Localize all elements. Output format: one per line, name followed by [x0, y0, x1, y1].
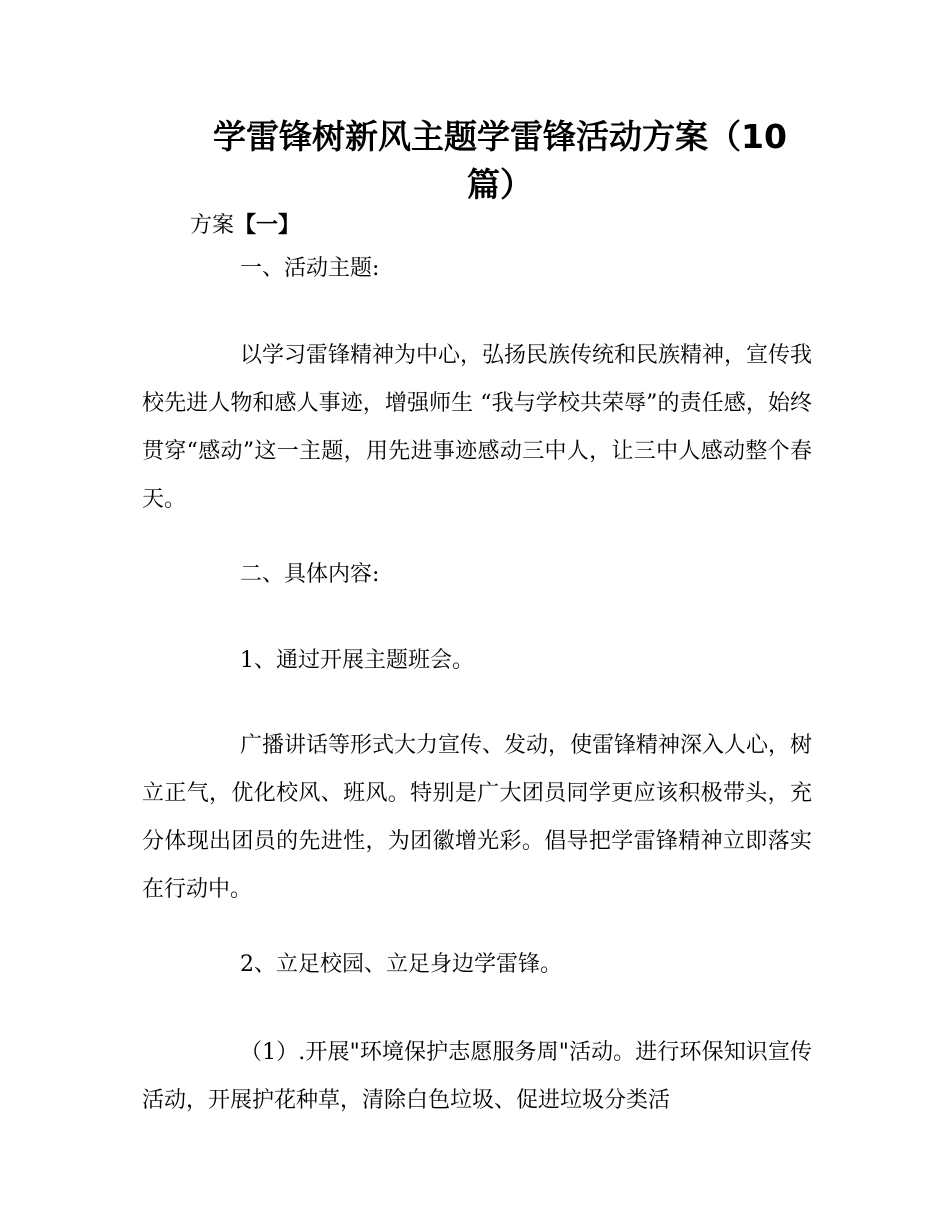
- section-prefix: 方案: [190, 213, 235, 238]
- item-2: 2、立足校园、立足身边学雷锋。: [240, 952, 562, 977]
- item-1: 1、通过开展主题班会。: [240, 648, 474, 673]
- paragraph-theme: 以学习雷锋精神为中心，弘扬民族传统和民族精神，宣传我校先进人物和感人事迹，增强师生 “我与学校共荣辱”的责任感，始终贯穿“感动”这一主题，用先进事迹感动三中人，让三中人感动整个春天。: [142, 343, 813, 512]
- document-title: [200, 113, 800, 209]
- title-line-1: 学雷锋树新风主题学雷锋活动方案（10: [213, 117, 787, 156]
- paragraph-item-1: 广播讲话等形式大力宣传、发动，使雷锋精神深入人心，树立正气，优化校风、班风。特别是广大团员同学更应该积极带头，充分体现出团员的先进性，为团徽增光彩。倡导把学雷锋精神立即落实在行动中。: [142, 733, 813, 902]
- paragraph-item-2: （1）.开展"环境保护志愿服务周"活动。进行环保知识宣传活动，开展护花种草，清除白色垃圾、促进垃圾分类活: [142, 1040, 812, 1113]
- title-line-2: 篇）: [467, 165, 533, 204]
- section-number: 【一】: [234, 212, 301, 238]
- heading-activity-theme: 一、活动主题:: [240, 256, 380, 281]
- heading-content: 二、具体内容:: [240, 562, 380, 587]
- section-label: [190, 210, 300, 241]
